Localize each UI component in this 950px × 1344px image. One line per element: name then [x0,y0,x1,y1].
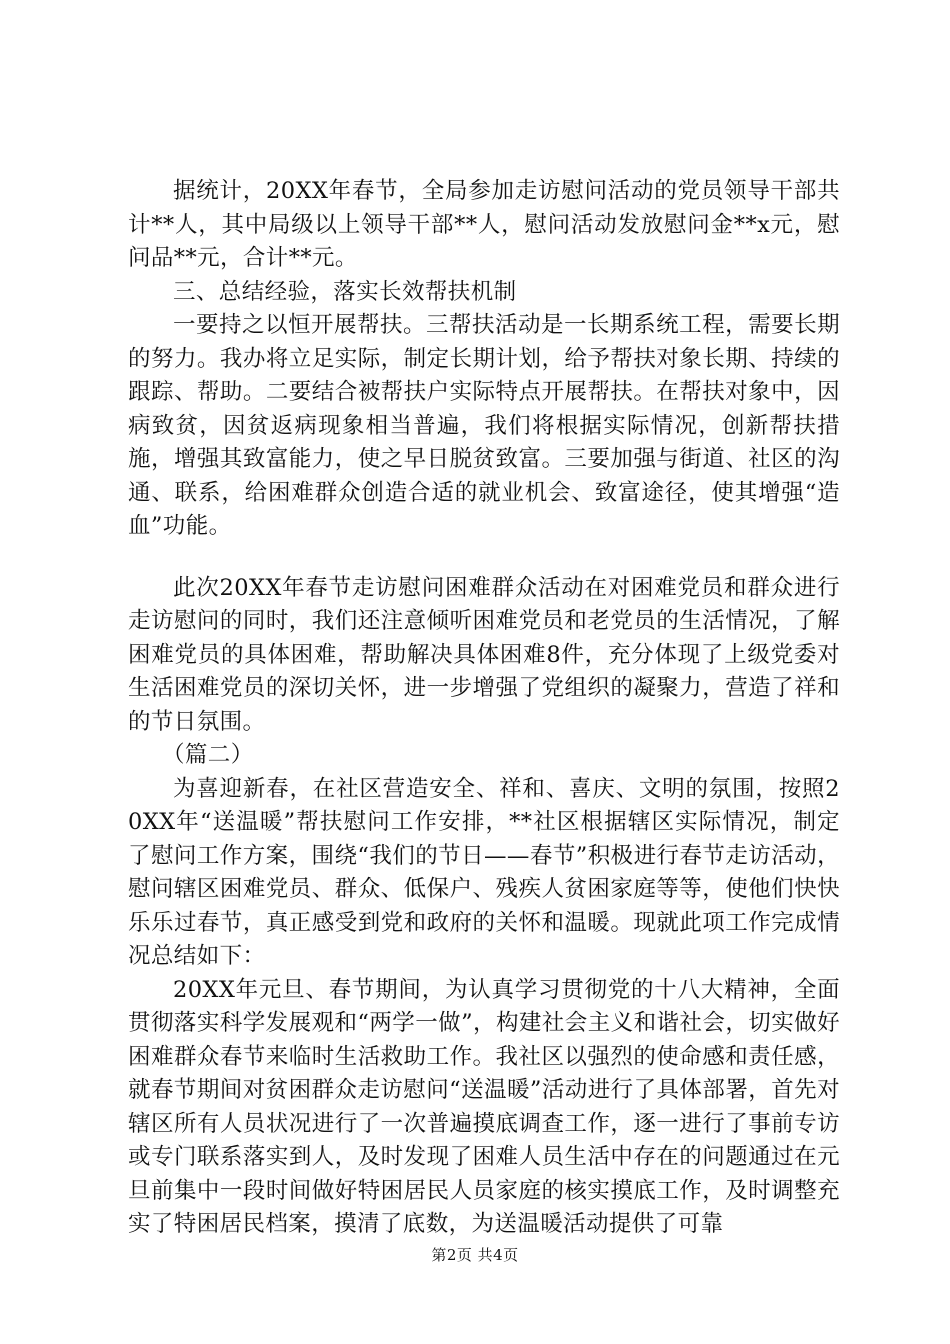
paragraph-intro: 为喜迎新春，在社区营造安全、祥和、喜庆、文明的氛围，按照20XX年“送温暖”帮扶慰问工作安排，**社区根据辖区实际情况，制定了慰问工作方案，围绕“我们的节日——春节”积极进行春节走访活动，慰问辖区困难党员、群众、低保户、残疾人贫困家庭等等，使他们快快乐乐过春节，真正感受到党和政府的关怀和温暖。现就此项工作完成情况总结如下： [128,775,840,969]
section-heading-3: 三、总结经验，落实长效帮扶机制 [173,278,517,305]
document-body [128,175,840,1242]
paragraph-details: 20XX年元旦、春节期间，为认真学习贯彻党的十八大精神，全面贯彻落实科学发展观和“两学一做”，构建社会主义和谐社会，切实做好困难群众春节来临时生活救助工作。我社区以强烈的使命感和责任感，就春节期间对贫困群众走访慰问“送温暖”活动进行了具体部署，首先对辖区所有人员状况进行了一次普遍摸底调查工作，逐一进行了事前专访或专门联系落实到人，及时发现了困难人员生活中存在的问题通过在元旦前集中一段时间做好特困居民人员家庭的核实摸底工作，及时调整充实了特困居民档案，摸清了底数，为送温暖活动提供了可靠 [128,976,840,1237]
paragraph-spacer [128,544,840,572]
paragraph-measures: 一要持之以恒开展帮扶。三帮扶活动是一长期系统工程，需要长期的努力。我办将立足实际，制定长期计划，给予帮扶对象长期、持续的跟踪、帮助。二要结合被帮扶户实际特点开展帮扶。在帮扶对象中，因病致贫，因贫返病现象相当普遍，我们将根据实际情况，创新帮扶措施，增强其致富能力，使之早日脱贫致富。三要加强与街道、社区的沟通、联系，给困难群众创造合适的就业机会、致富途径，使其增强“造血”功能。 [128,312,840,539]
paragraph-summary: 此次20XX年春节走访慰问困难群众活动在对困难党员和群众进行走访慰问的同时，我们还注意倾听困难党员和老党员的生活情况，了解困难党员的具体困难，帮助解决具体困难8件，充分体现了上级党委对生活困难党员的深切关怀，进一步增强了党组织的凝聚力，营造了祥和的节日氛围。 [128,574,840,735]
page-footer: 第2页 共4页 [431,1246,519,1264]
paragraph-statistics: 据统计，20XX年春节，全局参加走访慰问活动的党员领导干部共计**人，其中局级以上领导干部**人，慰问活动发放慰问金**x元，慰问品**元，合计**元。 [128,178,840,271]
chapter-label: （篇二） [162,742,254,768]
